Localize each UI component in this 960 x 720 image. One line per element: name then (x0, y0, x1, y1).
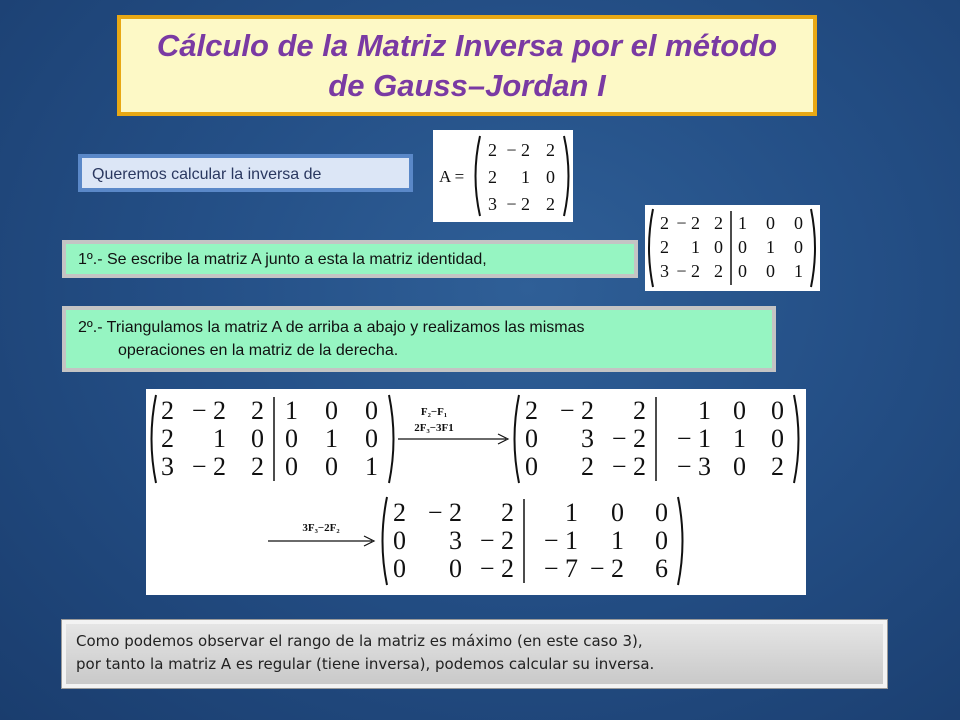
cell: − 2 (559, 396, 594, 425)
cell: 0 (733, 396, 746, 425)
conclusion-line2: por tanto la matriz A es regular (tiene inversa), podemos calcular su inversa. (76, 655, 655, 673)
cell: − 2 (427, 498, 462, 527)
cell: 0 (365, 396, 378, 425)
cell: 2 (393, 498, 406, 527)
cell: − 2 (479, 554, 514, 583)
cell: 0 (611, 498, 624, 527)
cell: 1 (565, 498, 578, 527)
cell: − 1 (676, 424, 711, 453)
operation-label: 2F₃−3F1 (414, 422, 454, 434)
cell: − 7 (543, 554, 578, 583)
left-paren (515, 395, 520, 483)
cell: − 2 (676, 213, 700, 233)
cell: 0 (766, 213, 775, 233)
cell: 0 (546, 167, 555, 187)
cell: 2 (546, 194, 555, 214)
cell: 0 (766, 261, 775, 281)
cell: 0 (655, 498, 668, 527)
cell: 2 (251, 396, 264, 425)
gauss-operations-image (146, 389, 806, 595)
cell: 2 (546, 140, 555, 160)
cell: 0 (733, 452, 746, 481)
matrix-a-name: A = (439, 167, 465, 186)
cell: 0 (794, 237, 803, 257)
cell: 0 (738, 237, 747, 257)
right-paren (564, 136, 569, 216)
cell: 0 (525, 452, 538, 481)
title-box (117, 15, 817, 116)
cell: 0 (655, 526, 668, 555)
cell: 0 (365, 424, 378, 453)
cell: 2 (581, 452, 594, 481)
matrix-a-image (433, 130, 573, 222)
cell: 0 (794, 213, 803, 233)
cell: 0 (738, 261, 747, 281)
cell: − 2 (506, 194, 530, 214)
intro-label: Queremos calcular la inversa de (78, 154, 413, 192)
conclusion-line1: Como podemos observar el rango de la matriz es máximo (en este caso 3), (76, 632, 643, 650)
cell: 1 (733, 424, 746, 453)
cell: − 2 (589, 554, 624, 583)
cell: 0 (771, 424, 784, 453)
cell: 0 (325, 396, 338, 425)
augmented-matrix-svg (645, 205, 820, 291)
cell: 2 (714, 261, 723, 281)
cell: 0 (771, 396, 784, 425)
cell: 2 (660, 237, 669, 257)
right-paren (389, 395, 394, 483)
left-paren (383, 497, 388, 585)
cell: 0 (325, 452, 338, 481)
cell: 1 (738, 213, 747, 233)
cell: 2 (525, 396, 538, 425)
cell: − 1 (543, 526, 578, 555)
step2-line2: operaciones en la matriz de la derecha. (118, 342, 399, 359)
augmented-matrix-image (645, 205, 820, 291)
page-title: Cálculo de la Matriz Inversa por el método de Gauss–Jordan I (156, 27, 778, 103)
operation-label: 3F₃−2F₂ (302, 522, 340, 534)
cell: 0 (525, 424, 538, 453)
cell: − 2 (506, 140, 530, 160)
step2-line1: 2º.- Triangulamos la matriz A de arriba a abajo y realizamos las mismas (78, 319, 585, 336)
cell: 2 (488, 140, 497, 160)
cell: 0 (393, 554, 406, 583)
cell: 1 (213, 424, 226, 453)
cell: 0 (449, 554, 462, 583)
right-paren (678, 497, 683, 585)
cell: 2 (501, 498, 514, 527)
cell: 6 (655, 554, 668, 583)
cell: 3 (660, 261, 669, 281)
cell: 3 (449, 526, 462, 555)
cell: 0 (714, 237, 723, 257)
right-paren (811, 209, 815, 287)
conclusion-box (62, 620, 887, 688)
cell: 2 (251, 452, 264, 481)
cell: 1 (325, 424, 338, 453)
cell: 3 (488, 194, 497, 214)
left-paren (476, 136, 481, 216)
cell: 0 (393, 526, 406, 555)
cell: 3 (161, 452, 174, 481)
cell: 2 (161, 396, 174, 425)
operation-label: F₂−F₁ (420, 406, 448, 418)
cell: 1 (365, 452, 378, 481)
step2-box (62, 306, 776, 372)
left-paren (649, 209, 653, 287)
cell: − 2 (191, 396, 226, 425)
step1-text: 1º.- Se escribe la matriz A junto a esta la matriz identidad, (78, 251, 487, 268)
cell: − 2 (611, 452, 646, 481)
cell: − 2 (611, 424, 646, 453)
gauss-operations-svg (146, 389, 806, 595)
cell: 1 (794, 261, 803, 281)
cell: 1 (611, 526, 624, 555)
cell: 2 (161, 424, 174, 453)
cell: 0 (285, 452, 298, 481)
cell: 0 (285, 424, 298, 453)
cell: 0 (251, 424, 264, 453)
cell: 1 (521, 167, 530, 187)
cell: − 2 (479, 526, 514, 555)
cell: 2 (771, 452, 784, 481)
cell: 2 (633, 396, 646, 425)
cell: − 3 (676, 452, 711, 481)
cell: 1 (698, 396, 711, 425)
matrix-a-svg (433, 130, 573, 222)
cell: − 2 (676, 261, 700, 281)
cell: 3 (581, 424, 594, 453)
left-paren (152, 395, 157, 483)
step1-box (62, 240, 638, 278)
cell: 2 (714, 213, 723, 233)
cell: 2 (660, 213, 669, 233)
cell: 1 (285, 396, 298, 425)
cell: 1 (766, 237, 775, 257)
cell: 1 (691, 237, 700, 257)
cell: − 2 (191, 452, 226, 481)
right-paren (794, 395, 799, 483)
cell: 2 (488, 167, 497, 187)
